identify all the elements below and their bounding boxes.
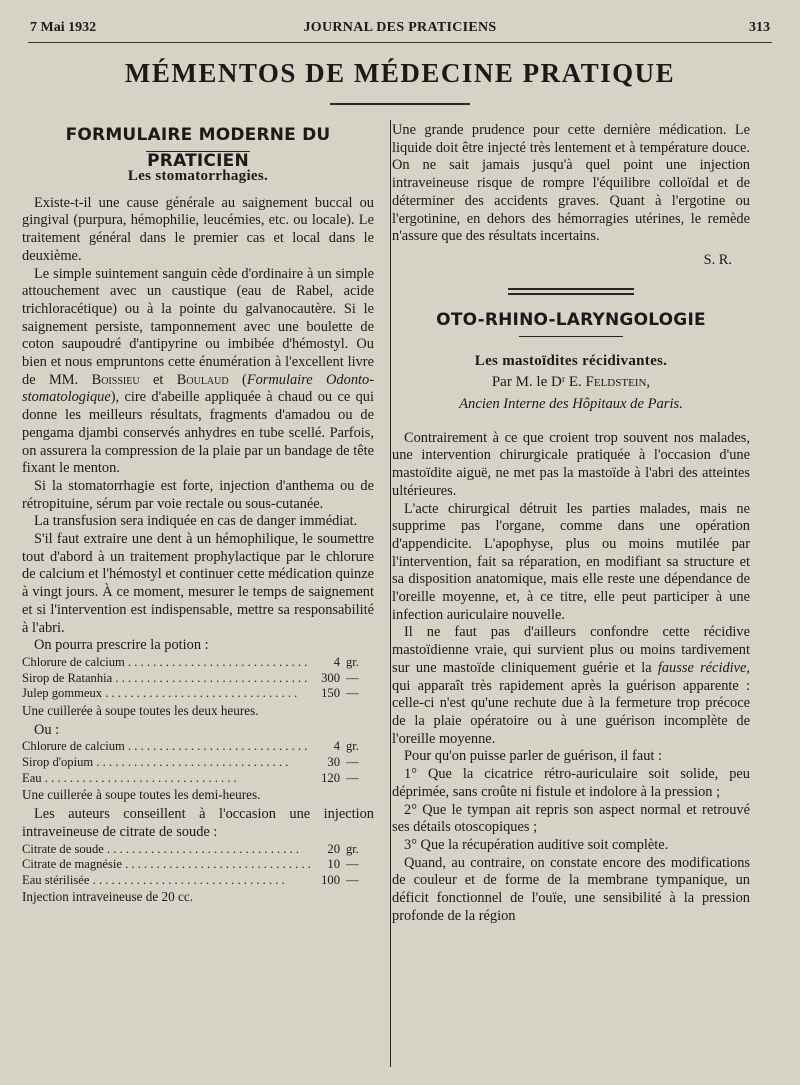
header-date: 7 Mai 1932 [30,20,97,35]
prescription-3 [22,842,374,889]
paragraph: La transfusion sera indiquée en cas de danger immédiat. [34,513,358,530]
dosage-note: Une cuillerée à soupe toutes les demi-heures. [22,787,261,803]
prescription-1 [22,655,374,702]
ingredient-unit: — [346,770,359,785]
ingredient-name: Eau stérilisée . . . [22,873,310,889]
paragraph: Les auteurs conseillent à l'occasion une injection intraveineuse de citrate de soude : [22,806,374,840]
ingredient-unit: — [346,670,359,685]
ingredient-quantity: 120 [321,770,340,785]
dosage-note: Injection intraveineuse de 20 cc. [22,889,193,905]
ingredient-quantity: 10 [327,857,340,872]
column-divider [390,120,391,1067]
page-title: MÉMENTOS DE MÉDECINE PRATIQUE [124,58,676,88]
header-journal-title: JOURNAL DES PRATICIENS [303,20,497,35]
prescription-item [22,771,374,787]
paragraph: Quand, au contraire, on constate encore des modifications de couleur et de forme de la membrane tympanique, un déficit fonctionnel de l'ouïe, une sensibilité à la pression profonde de la région [392,854,750,924]
article-title-stomatorrhagies: Les stomatorrhagies. [127,168,269,184]
paragraph: 1° Que la cicatrice rétro-auriculaire soit solide, peu déprimée, sans croûte ni fistule et indolore à la pression ; [392,766,750,800]
header-rule [28,42,772,43]
author-affiliation: Ancien Interne des Hôpitaux de Paris. [459,396,683,413]
paragraph: Si la stomatorrhagie est forte, injection d'anthema ou de rétropituine, sérum par voie rectale ou sous-cutanée. [22,477,374,512]
prescription-2 [22,739,374,786]
ingredient-unit: — [346,872,359,887]
ingredient-quantity: 4 [333,739,340,754]
ingredient-quantity: 4 [333,654,340,669]
paragraph: On pourra prescrire la potion : [34,637,209,654]
prescription-item [22,857,374,873]
paragraph-continued: Une grande prudence pour cette dernière médication. Le liquide doit être injecté très lentement et à température douce. On ne sait jamais jusqu'à quel point une injection intraveineuse risque de rompre l'équilibre colloïdal et de déterminer des accidents graves. Quant à l'ergotine ou l'ergotinine, en dehors des hémorragies utérines, le remède n'assure que des résultats incertains. [392,122,750,245]
title-rule [330,103,470,105]
double-rule [508,288,634,295]
ingredient-name: Sirop d'opium . . . [22,755,310,771]
ingredient-quantity: 150 [321,686,340,701]
paragraph: S'il faut extraire une dent à un hémophilique, le soumettre tout d'abord à un traitement prophylactique par le chlorure de calcium et l'hémostyl et continuer cette médication quinze à vingt jours. À ce moment, mesurer le temps de saignement et si l'intervention est indispensable, mettre sa responsabilité à l'abri. [22,531,374,636]
ingredient-unit: — [346,857,359,872]
ingredient-quantity: 30 [327,755,340,770]
prescription-item [22,655,374,671]
ingredient-quantity: 20 [327,841,340,856]
prescription-item [22,755,374,771]
ingredient-unit: — [346,686,359,701]
header-page-number: 313 [749,20,770,35]
article-title-mastoidites: Les mastoïdites récidivantes. [474,352,668,369]
right-column [392,122,750,925]
paragraph: L'acte chirurgical détruit les parties malades, mais ne supprime pas l'organe, comme dans une opération d'appendicite. L'apophyse, plus ou moins mutilée par l'intervention, fait sa réparation, en modifiant sa structure et sa disposition anatomique, mais elle reste une dépendance de l'oreille moyenne, et, à ce titre, elle peut participer à une infection auriculaire nouvelle. [392,500,750,623]
prescription-item [22,873,374,889]
ingredient-unit: gr. [346,654,359,669]
section-title-formulaire: FORMULAIRE MODERNE DU PRATICIEN [65,125,331,171]
signature-initials: S. R. [703,251,732,268]
ingredient-name: Sirop de Ratanhia . . . [22,671,310,687]
paragraph: 3° Que la récupération auditive soit complète. [404,836,669,853]
author-line: Par M. le Dʳ E. Feldstein, [491,374,651,391]
ingredient-name: Chlorure de calcium . . . [22,739,310,755]
paragraph: Le simple suintement sanguin cède d'ordinaire à un simple attouchement avec un caustique (eau de Rabel, acide trichloracétique) ou à la pointe du galvanocautère. Si le saignement persiste, tamponnement avec une boulette de coton saupoudré d'antipyrine ou imbibée d'hémostyl. Ou bien et nous empruntons cette énumération à l'excellent livre de MM. Boissieu et Boulaud (Formulaire Odonto-stomatologique), cire d'abeille appliquée à chaud ou ce qui donne les meilleurs résultats, fragments d'amadou ou de pengama djambi conservés anhydres en tube scellé. Parfois, on assurera la compression de la plaie par un bandage de tête fixant le menton. [22,265,375,477]
ingredient-quantity: 300 [321,670,340,685]
ingredient-name: Citrate de soude . . . [22,842,310,858]
paragraph: Existe-t-il une cause générale au saignement buccal ou gingival (purpura, hémophilie, leucémies, etc. ou locale). Le traitement général dans le premier cas et local dans le deuxième. [22,194,374,264]
paragraph: Pour qu'on puisse parler de guérison, il faut : [404,748,662,765]
ingredient-unit: gr. [346,841,359,856]
section-title-orl: OTO-RHINO-LARYNGOLOGIE [436,309,706,330]
paragraph: Il ne faut pas d'ailleurs confondre cette récidive mastoïdienne vraie, qui survient plus ou moins tardivement sur une mastoïde cliniquement guérie et la fausse récidive, qui apparaît très rapidement après la guérison apparente : celle-ci n'est qu'une rechute due à la fermeture trop précoce de la plaie opératoire ou à une guérison incomplète de l'oreille moyenne. [392,624,751,747]
ingredient-unit: — [346,755,359,770]
paragraph-or: Ou : [34,721,60,738]
ingredient-name: Eau . . . [22,771,310,787]
prescription-item [22,686,374,702]
section-rule [519,336,623,337]
left-column [22,122,374,905]
ingredient-name: Chlorure de calcium . . . [22,655,310,671]
paragraph: Contrairement à ce que croient trop souvent nos malades, une intervention chirurgicale pratiquée à l'occasion d'une mastoïdite aiguë, ne met pas la mastoïde à l'abri des atteintes ultérieures. [392,429,750,499]
ingredient-name: Citrate de magnésie . . . [22,857,310,873]
dosage-note: Une cuillerée à soupe toutes les deux heures. [22,702,259,718]
ingredient-name: Julep gommeux . . . [22,686,310,702]
prescription-item [22,842,374,858]
paragraph: 2° Que le tympan ait repris son aspect normal et retrouvé ses détails otoscopiques ; [392,801,750,836]
prescription-item [22,739,374,755]
ingredient-quantity: 100 [321,872,340,887]
ingredient-unit: gr. [346,739,359,754]
running-header [30,20,770,40]
prescription-item [22,671,374,687]
